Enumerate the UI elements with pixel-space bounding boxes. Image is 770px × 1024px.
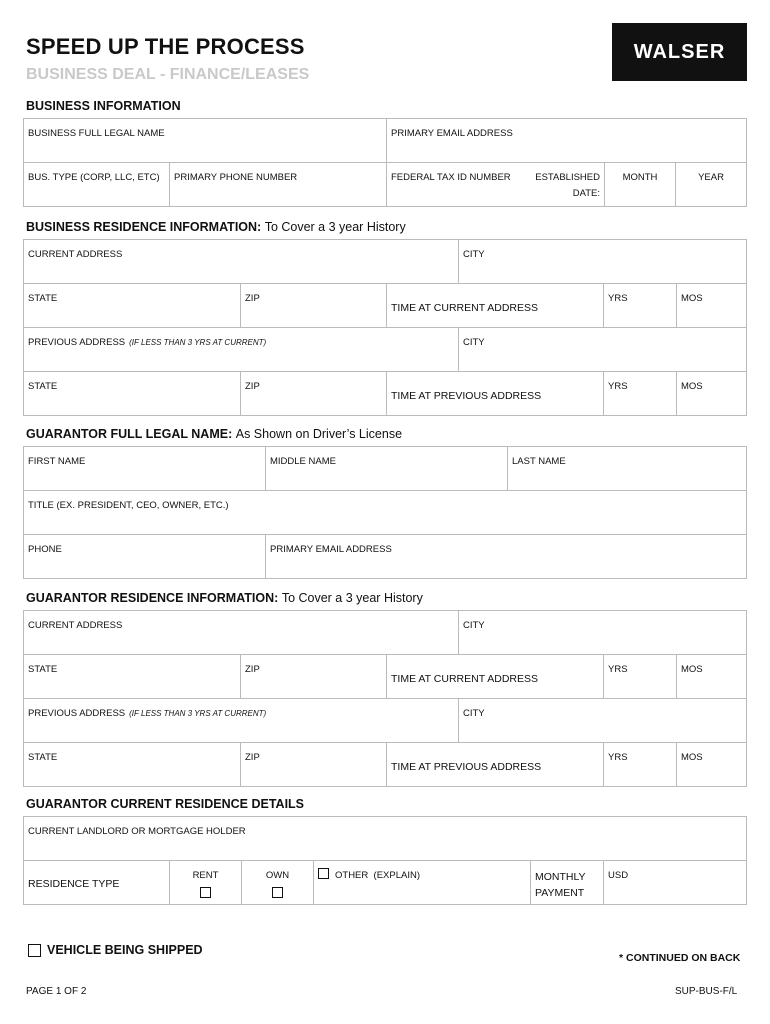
bres-row-previous-2 <box>24 372 746 415</box>
guarantor-name-note: As Shown on Driver’s License <box>235 427 403 441</box>
time-current-text: TIME AT CURRENT ADDRESS <box>391 673 539 685</box>
state-label: STATE <box>28 664 58 675</box>
monthly-payment-label <box>530 861 603 904</box>
tax-id-label: FEDERAL TAX ID NUMBER <box>391 172 511 183</box>
bres-row-current <box>24 240 746 284</box>
time-previous-text: TIME AT PREVIOUS ADDRESS <box>391 761 542 773</box>
landlord-label: CURRENT LANDLORD OR MORTGAGE HOLDER <box>28 826 246 837</box>
state-label: STATE <box>28 293 58 304</box>
vehicle-shipped-label: VEHICLE BEING SHIPPED <box>47 943 203 957</box>
residence-type-text: RESIDENCE TYPE <box>28 878 120 890</box>
zip-label: ZIP <box>245 752 260 763</box>
yrs-label: YRS <box>608 664 628 675</box>
guarantor-email-field[interactable] <box>265 535 746 578</box>
landlord-field[interactable] <box>24 817 746 860</box>
city-label: CITY <box>463 708 485 719</box>
business-row-2 <box>24 163 746 206</box>
gres-previous-zip-field[interactable] <box>240 743 386 786</box>
monthly-label-line2: PAYMENT <box>535 887 585 899</box>
gres-current-mos-field[interactable] <box>676 655 746 698</box>
zip-label: ZIP <box>245 293 260 304</box>
bres-current-address-field[interactable] <box>24 240 458 283</box>
established-year-field[interactable] <box>675 163 746 206</box>
business-email-label: PRIMARY EMAIL ADDRESS <box>391 128 513 139</box>
gres-row-previous <box>24 699 746 743</box>
gdet-row-1 <box>24 817 746 861</box>
yrs-label: YRS <box>608 381 628 392</box>
monthly-label-line1: MONTHLY <box>535 871 586 883</box>
middle-name-field[interactable] <box>265 447 507 490</box>
gres-previous-mos-field[interactable] <box>676 743 746 786</box>
yrs-label: YRS <box>608 752 628 763</box>
business-phone-field[interactable] <box>169 163 386 206</box>
bus-type-label: BUS. TYPE (CORP, LLC, ETC) <box>28 172 160 183</box>
guarantor-details-grid <box>23 816 747 905</box>
gres-current-state-field[interactable] <box>24 655 240 698</box>
guarantor-name-title: GUARANTOR FULL LEGAL NAME: <box>26 427 233 441</box>
gres-row-current-2 <box>24 655 746 699</box>
business-residence-note: To Cover a 3 year History <box>264 220 406 234</box>
gres-time-current-label <box>386 655 603 698</box>
city-label: CITY <box>463 249 485 260</box>
bres-previous-address-field[interactable] <box>24 328 458 371</box>
established-date-label <box>528 163 604 206</box>
bres-current-mos-field[interactable] <box>676 284 746 327</box>
zip-label: ZIP <box>245 381 260 392</box>
guarantor-phone-label: PHONE <box>28 544 62 555</box>
gres-current-address-field[interactable] <box>24 611 458 654</box>
tax-id-field[interactable] <box>386 163 528 206</box>
gres-current-zip-field[interactable] <box>240 655 386 698</box>
current-address-label: CURRENT ADDRESS <box>28 620 123 631</box>
yrs-label: YRS <box>608 293 628 304</box>
gdet-row-2 <box>24 861 746 904</box>
gres-time-previous-label <box>386 743 603 786</box>
mos-label: MOS <box>681 664 703 675</box>
bres-previous-yrs-field[interactable] <box>603 372 676 415</box>
middle-name-label: MIDDLE NAME <box>270 456 336 467</box>
first-name-label: FIRST NAME <box>28 456 86 467</box>
time-current-text: TIME AT CURRENT ADDRESS <box>391 302 539 314</box>
gres-previous-city-field[interactable] <box>458 699 746 742</box>
mos-label: MOS <box>681 752 703 763</box>
business-residence-title: BUSINESS RESIDENCE INFORMATION: <box>26 220 262 234</box>
bres-previous-zip-field[interactable] <box>240 372 386 415</box>
last-name-label: LAST NAME <box>512 456 566 467</box>
zip-label: ZIP <box>245 664 260 675</box>
vehicle-shipped-option[interactable] <box>28 943 203 957</box>
gres-previous-yrs-field[interactable] <box>603 743 676 786</box>
gres-row-current <box>24 611 746 655</box>
month-label: MONTH <box>622 172 658 183</box>
gres-current-city-field[interactable] <box>458 611 746 654</box>
rent-checkbox[interactable] <box>200 887 211 898</box>
mos-label: MOS <box>681 381 703 392</box>
vehicle-shipped-checkbox[interactable] <box>28 944 41 957</box>
business-info-heading: BUSINESS INFORMATION <box>26 99 181 113</box>
continued-note: * CONTINUED ON BACK <box>619 952 741 964</box>
guarantor-residence-heading <box>26 591 423 605</box>
gres-row-previous-2 <box>24 743 746 786</box>
guarantor-name-heading <box>26 427 402 441</box>
business-row-1 <box>24 119 746 163</box>
bres-previous-state-field[interactable] <box>24 372 240 415</box>
state-label: STATE <box>28 381 58 392</box>
bres-current-zip-field[interactable] <box>240 284 386 327</box>
last-name-field[interactable] <box>507 447 746 490</box>
business-residence-grid <box>23 239 747 416</box>
guarantor-title-field[interactable] <box>24 491 746 534</box>
bres-current-state-field[interactable] <box>24 284 240 327</box>
walser-logo: WALSER <box>612 23 747 81</box>
business-email-field[interactable] <box>386 119 746 162</box>
bres-current-yrs-field[interactable] <box>603 284 676 327</box>
guarantor-residence-note: To Cover a 3 year History <box>281 591 423 605</box>
other-checkbox[interactable] <box>318 868 329 879</box>
year-label: YEAR <box>698 172 724 183</box>
first-name-field[interactable] <box>24 447 265 490</box>
state-label: STATE <box>28 752 58 763</box>
guarantor-phone-field[interactable] <box>24 535 265 578</box>
business-phone-label: PRIMARY PHONE NUMBER <box>174 172 298 183</box>
established-label-line1: ESTABLISHED <box>535 172 600 183</box>
city-label: CITY <box>463 337 485 348</box>
rent-label: RENT <box>192 870 219 881</box>
current-address-label: CURRENT ADDRESS <box>28 249 123 260</box>
bres-previous-city-field[interactable] <box>458 328 746 371</box>
own-option[interactable] <box>241 861 313 904</box>
page-title: SPEED UP THE PROCESS <box>26 34 305 59</box>
monthly-payment-field[interactable] <box>603 861 746 904</box>
bres-previous-mos-field[interactable] <box>676 372 746 415</box>
gname-row-1 <box>24 447 746 491</box>
business-legal-name-field[interactable] <box>24 119 386 162</box>
previous-address-note: (IF LESS THAN 3 YRS AT CURRENT) <box>129 338 267 347</box>
other-label: OTHER (EXPLAIN) <box>335 870 420 881</box>
guarantor-email-label: PRIMARY EMAIL ADDRESS <box>270 544 392 555</box>
established-label-line2: DATE: <box>572 188 600 199</box>
previous-address-note: (IF LESS THAN 3 YRS AT CURRENT) <box>129 709 267 718</box>
page-subtitle: BUSINESS DEAL - FINANCE/LEASES <box>26 66 310 83</box>
guarantor-residence-title: GUARANTOR RESIDENCE INFORMATION: <box>26 591 279 605</box>
business-residence-heading <box>26 220 406 234</box>
mos-label: MOS <box>681 293 703 304</box>
gname-row-2 <box>24 491 746 535</box>
gres-previous-state-field[interactable] <box>24 743 240 786</box>
guarantor-residence-grid <box>23 610 747 787</box>
gres-current-yrs-field[interactable] <box>603 655 676 698</box>
own-checkbox[interactable] <box>272 887 283 898</box>
bres-row-current-2 <box>24 284 746 328</box>
rent-option[interactable] <box>169 861 241 904</box>
own-label: OWN <box>265 870 290 881</box>
form-code: SUP-BUS-F/L <box>675 986 738 997</box>
bus-type-field[interactable] <box>24 163 169 206</box>
previous-address-label: PREVIOUS ADDRESS <box>28 337 126 348</box>
other-option[interactable] <box>313 861 530 904</box>
time-previous-text: TIME AT PREVIOUS ADDRESS <box>391 390 542 402</box>
city-label: CITY <box>463 620 485 631</box>
page-number: PAGE 1 OF 2 <box>26 986 87 997</box>
business-legal-name-label: BUSINESS FULL LEGAL NAME <box>28 128 165 139</box>
guarantor-details-heading: GUARANTOR CURRENT RESIDENCE DETAILS <box>26 797 305 811</box>
usd-label: USD <box>608 870 629 881</box>
residence-type-label <box>24 861 169 904</box>
established-month-field[interactable] <box>604 163 675 206</box>
gres-previous-address-field[interactable] <box>24 699 458 742</box>
bres-time-current-label <box>386 284 603 327</box>
gname-row-3 <box>24 535 746 578</box>
business-info-grid <box>23 118 747 207</box>
guarantor-title-label: TITLE (EX. PRESIDENT, CEO, OWNER, ETC.) <box>28 500 229 511</box>
bres-current-city-field[interactable] <box>458 240 746 283</box>
guarantor-name-grid <box>23 446 747 579</box>
previous-address-label: PREVIOUS ADDRESS <box>28 708 126 719</box>
bres-time-previous-label <box>386 372 603 415</box>
bres-row-previous <box>24 328 746 372</box>
